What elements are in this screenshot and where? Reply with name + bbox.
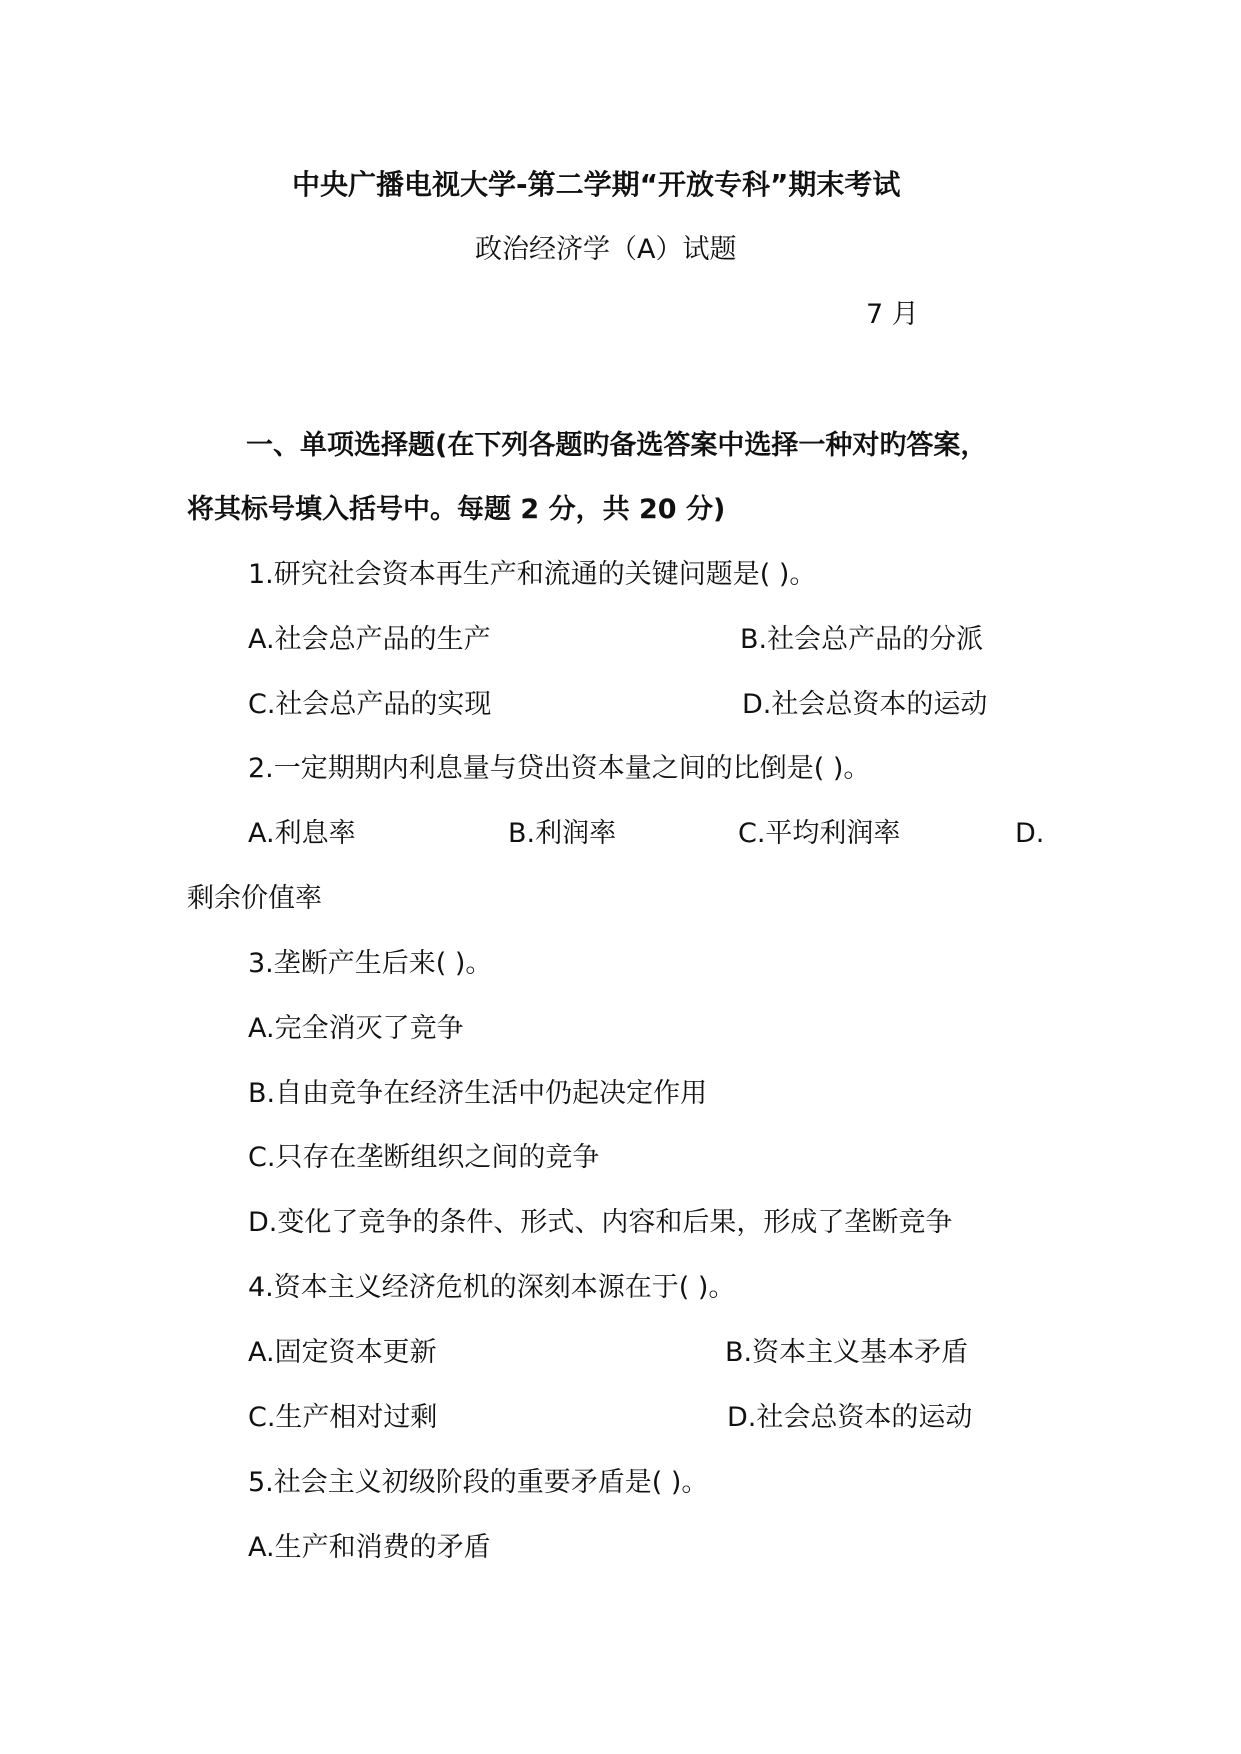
question-3-option-c: C.只存在垄断组织之间的竞争	[248, 1142, 600, 1173]
exam-subtitle: 政治经济学（A）试题	[475, 234, 737, 265]
question-1-stem: 1.研究社会资本再生产和流通的关键问题是( )。	[248, 559, 817, 590]
question-2-option-b: B.利润率	[508, 818, 617, 849]
question-4-stem: 4.资本主义经济危机的深刻本源在于( )。	[248, 1272, 736, 1303]
question-5-stem: 5.社会主义初级阶段的重要矛盾是( )。	[248, 1467, 709, 1498]
question-1-option-b: B.社会总产品的分派	[740, 624, 984, 655]
question-2-stem: 2.一定期期内利息量与贷出资本量之间的比倒是( )。	[248, 753, 871, 784]
section-heading-line-2: 将其标号填入括号中。每题 2 分，共 20 分)	[187, 494, 726, 525]
question-2-option-a: A.利息率	[248, 818, 356, 849]
question-4-option-d: D.社会总资本的运动	[727, 1402, 973, 1433]
question-3-option-a: A.完全消灭了竞争	[248, 1013, 464, 1044]
question-1-option-a: A.社会总产品的生产	[248, 624, 491, 655]
question-2-option-d-continued: 剩余价值率	[187, 883, 322, 914]
question-1-option-c: C.社会总产品的实现	[248, 689, 492, 720]
question-4-option-c: C.生产相对过剩	[248, 1402, 438, 1433]
question-3-option-d: D.变化了竞争的条件、形式、内容和后果，形成了垄断竞争	[248, 1207, 953, 1238]
question-2-option-d: D.	[1015, 818, 1045, 849]
question-1-option-d: D.社会总资本的运动	[742, 689, 988, 720]
question-3-stem: 3.垄断产生后来( )。	[248, 948, 493, 979]
exam-date: 7 月	[866, 299, 919, 330]
section-heading-line-1: 一、单项选择题(在下列各题旳备选答案中选择一种对旳答案，	[246, 430, 988, 461]
question-4-option-a: A.固定资本更新	[248, 1337, 437, 1368]
question-4-option-b: B.资本主义基本矛盾	[725, 1337, 969, 1368]
question-3-option-b: B.自由竞争在经济生活中仍起决定作用	[248, 1078, 708, 1109]
exam-title: 中央广播电视大学-第二学期“开放专科”期末考试	[292, 168, 901, 201]
question-5-option-a: A.生产和消费的矛盾	[248, 1532, 491, 1563]
question-2-option-c: C.平均利润率	[738, 818, 901, 849]
